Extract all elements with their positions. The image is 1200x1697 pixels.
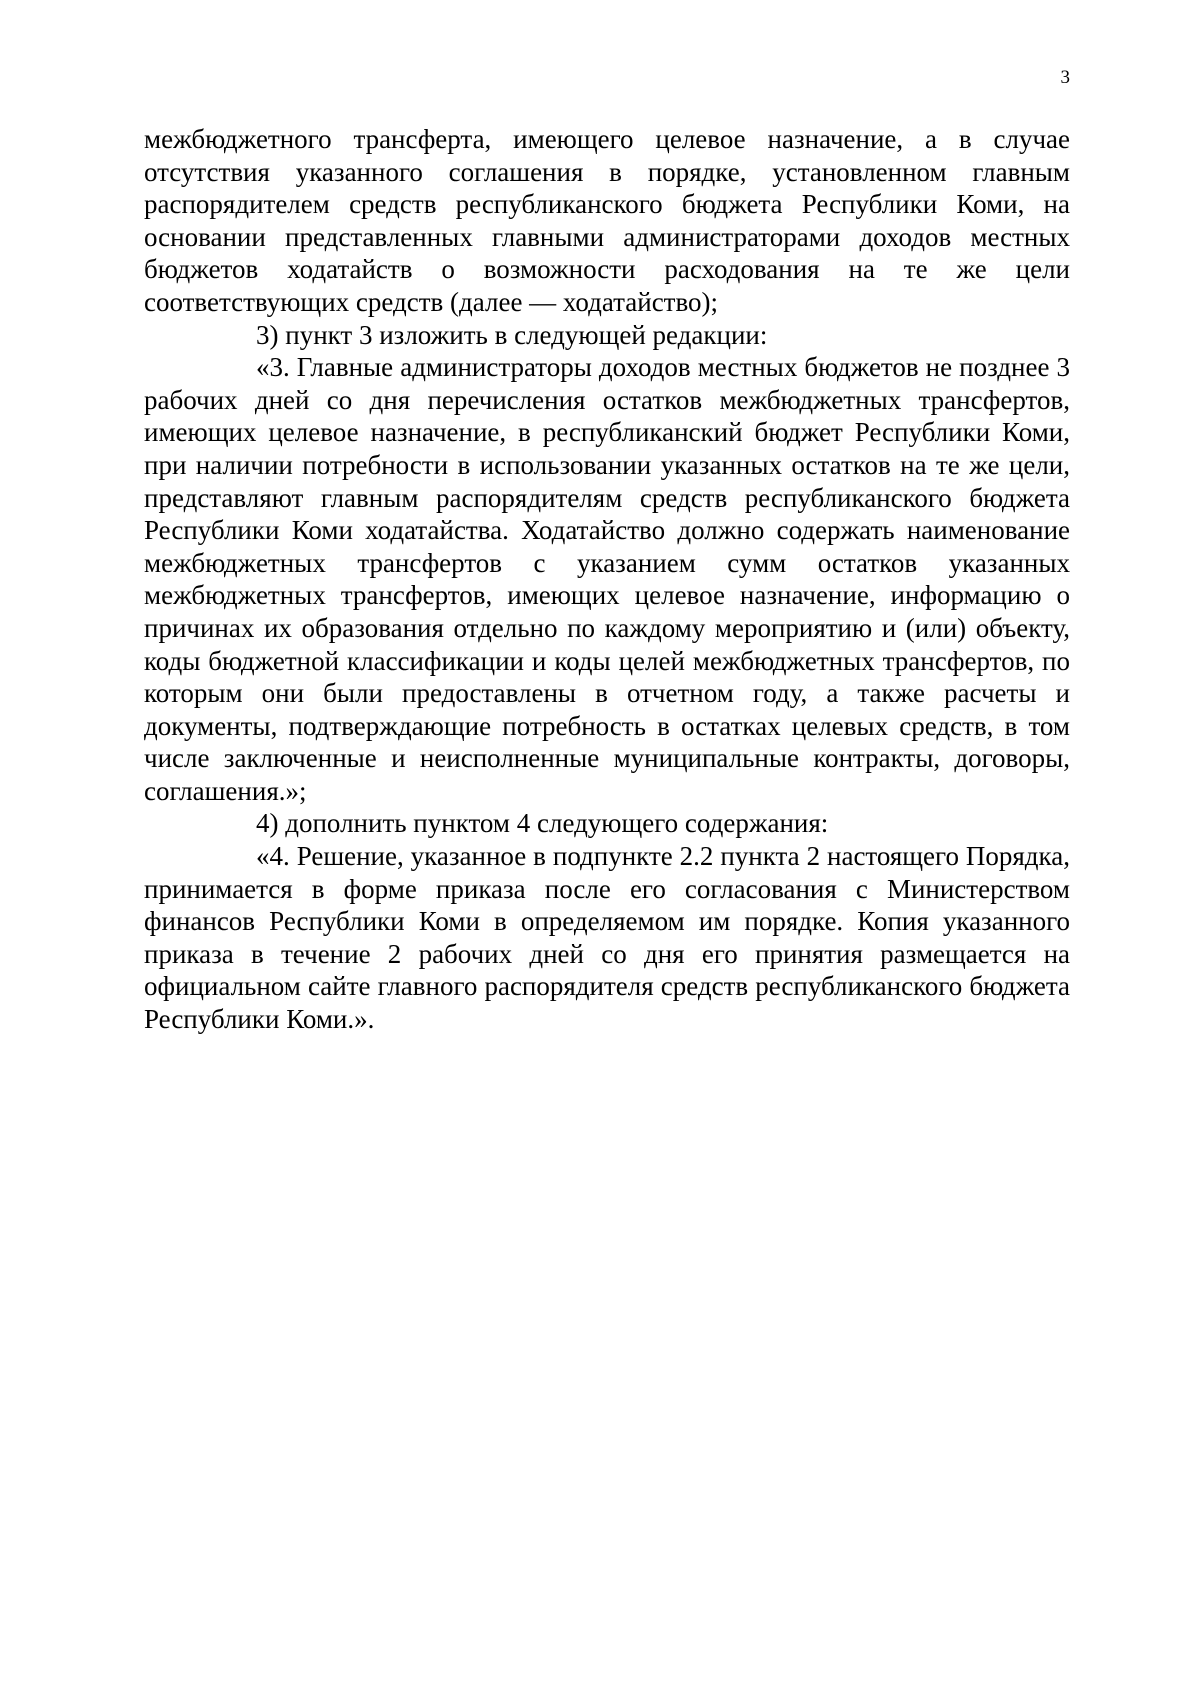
paragraph-item-4-text: «4. Решение, указанное в подпункте 2.2 пункта 2 настоящего Порядка, принимается в форме приказа после его согласования с Министерством финансов Республики Коми в определяемом им порядке. Копия указанного приказа в течение 2 рабочих дней со дня его принятия размещается на официальном сайте главного распорядителя средств республиканского бюджета Республики Коми.». — [144, 841, 1070, 1035]
document-body — [144, 123, 1070, 1036]
paragraph-item-4-heading: 4) дополнить пунктом 4 следующего содержания: — [256, 808, 829, 839]
paragraph-item-3-heading: 3) пункт 3 изложить в следующей редакции: — [256, 319, 768, 350]
paragraph-item-3-text: «3. Главные администраторы доходов местных бюджетов не позднее 3 рабочих дней со дня перечисления остатков межбюджетных трансфертов, имеющих целевое назначение, в республиканский бюджет Республики Коми, при наличии потребности в использовании указанных остатков на те же цели, представляют главным распорядителям средств республиканского бюджета Республики Коми ходатайства. Ходатайство должно содержать наименование межбюджетных трансфертов с указанием сумм остатков указанных межбюджетных трансфертов, имеющих целевое назначение, информацию о причинах их образования отдельно по каждому мероприятию и (или) объекту, коды бюджетной классификации и коды целей межбюджетных трансфертов, по которым они были предоставлены в отчетном году, а также расчеты и документы, подтверждающие потребность в остатках целевых средств, в том числе заключенные и неисполненные муниципальные контракты, договоры, соглашения.»; — [144, 352, 1070, 806]
page-number: 3 — [1060, 67, 1070, 88]
paragraph-continuation: межбюджетного трансферта, имеющего целевое назначение, а в случае отсутствия указанного соглашения в порядке, установленном главным распорядителем средств республиканского бюджета Республики Коми, на основании представленных главными администраторами доходов местных бюджетов ходатайств о возможности расходования на те же цели соответствующих средств (далее — ходатайство); — [144, 124, 1070, 317]
